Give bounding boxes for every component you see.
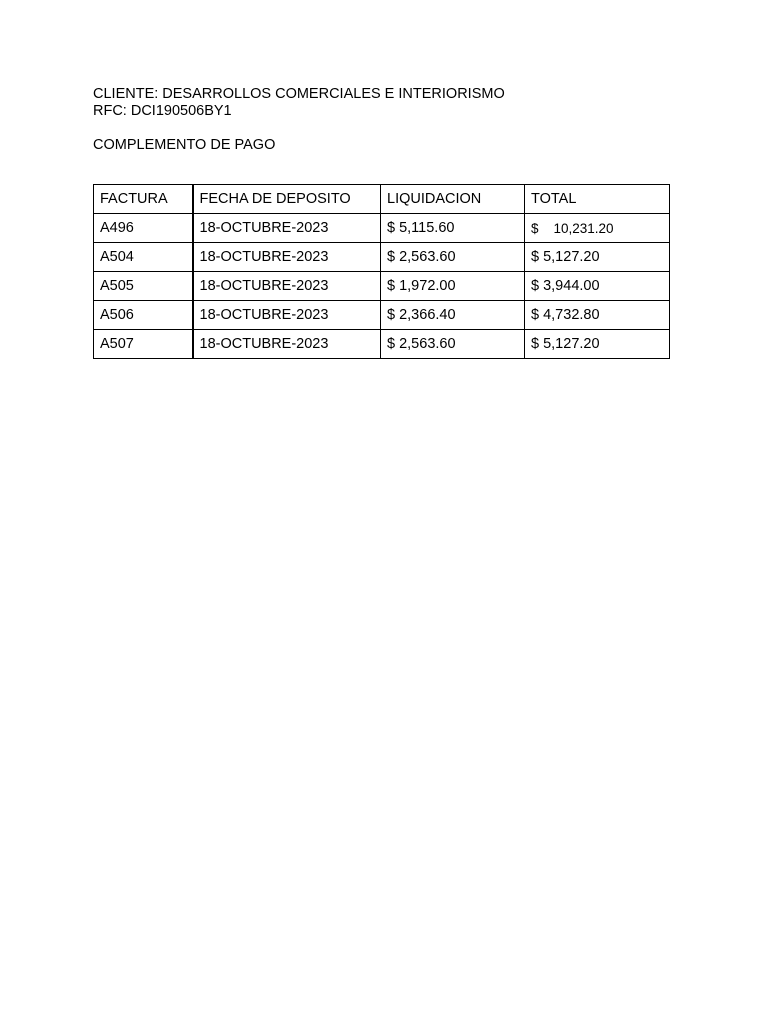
table-row [94,243,670,272]
cell-factura: A496 [94,214,193,243]
cell-fecha: 18-OCTUBRE-2023 [193,243,381,272]
cell-fecha: 18-OCTUBRE-2023 [193,330,381,359]
cell-liquidacion: $ 2,366.40 [381,301,525,330]
cell-total [525,214,670,243]
column-header-total: TOTAL [525,185,670,214]
table-row [94,301,670,330]
cell-total: $ 5,127.20 [525,243,670,272]
column-header-liquidacion: LIQUIDACION [381,185,525,214]
payments-table [93,184,670,359]
table-row [94,272,670,301]
column-header-fecha: FECHA DE DEPOSITO [193,185,381,214]
cell-fecha: 18-OCTUBRE-2023 [193,214,381,243]
cell-total-value: $ 10,231.20 [531,220,614,236]
cell-factura: A504 [94,243,193,272]
client-rfc: RFC: DCI190506BY1 [93,103,232,119]
table-row [94,214,670,243]
cell-total: $ 4,732.80 [525,301,670,330]
cell-total: $ 3,944.00 [525,272,670,301]
cell-factura: A507 [94,330,193,359]
cell-liquidacion: $ 5,115.60 [381,214,525,243]
client-name: CLIENTE: DESARROLLOS COMERCIALES E INTERIORISMO [93,86,505,102]
cell-liquidacion: $ 1,972.00 [381,272,525,301]
cell-total: $ 5,127.20 [525,330,670,359]
cell-fecha: 18-OCTUBRE-2023 [193,301,381,330]
cell-liquidacion: $ 2,563.60 [381,243,525,272]
cell-factura: A506 [94,301,193,330]
cell-liquidacion: $ 2,563.60 [381,330,525,359]
column-header-factura: FACTURA [94,185,193,214]
table-row [94,330,670,359]
table-header-row [94,185,670,214]
cell-fecha: 18-OCTUBRE-2023 [193,272,381,301]
cell-factura: A505 [94,272,193,301]
document-title: COMPLEMENTO DE PAGO [93,137,276,153]
client-header [93,86,505,120]
